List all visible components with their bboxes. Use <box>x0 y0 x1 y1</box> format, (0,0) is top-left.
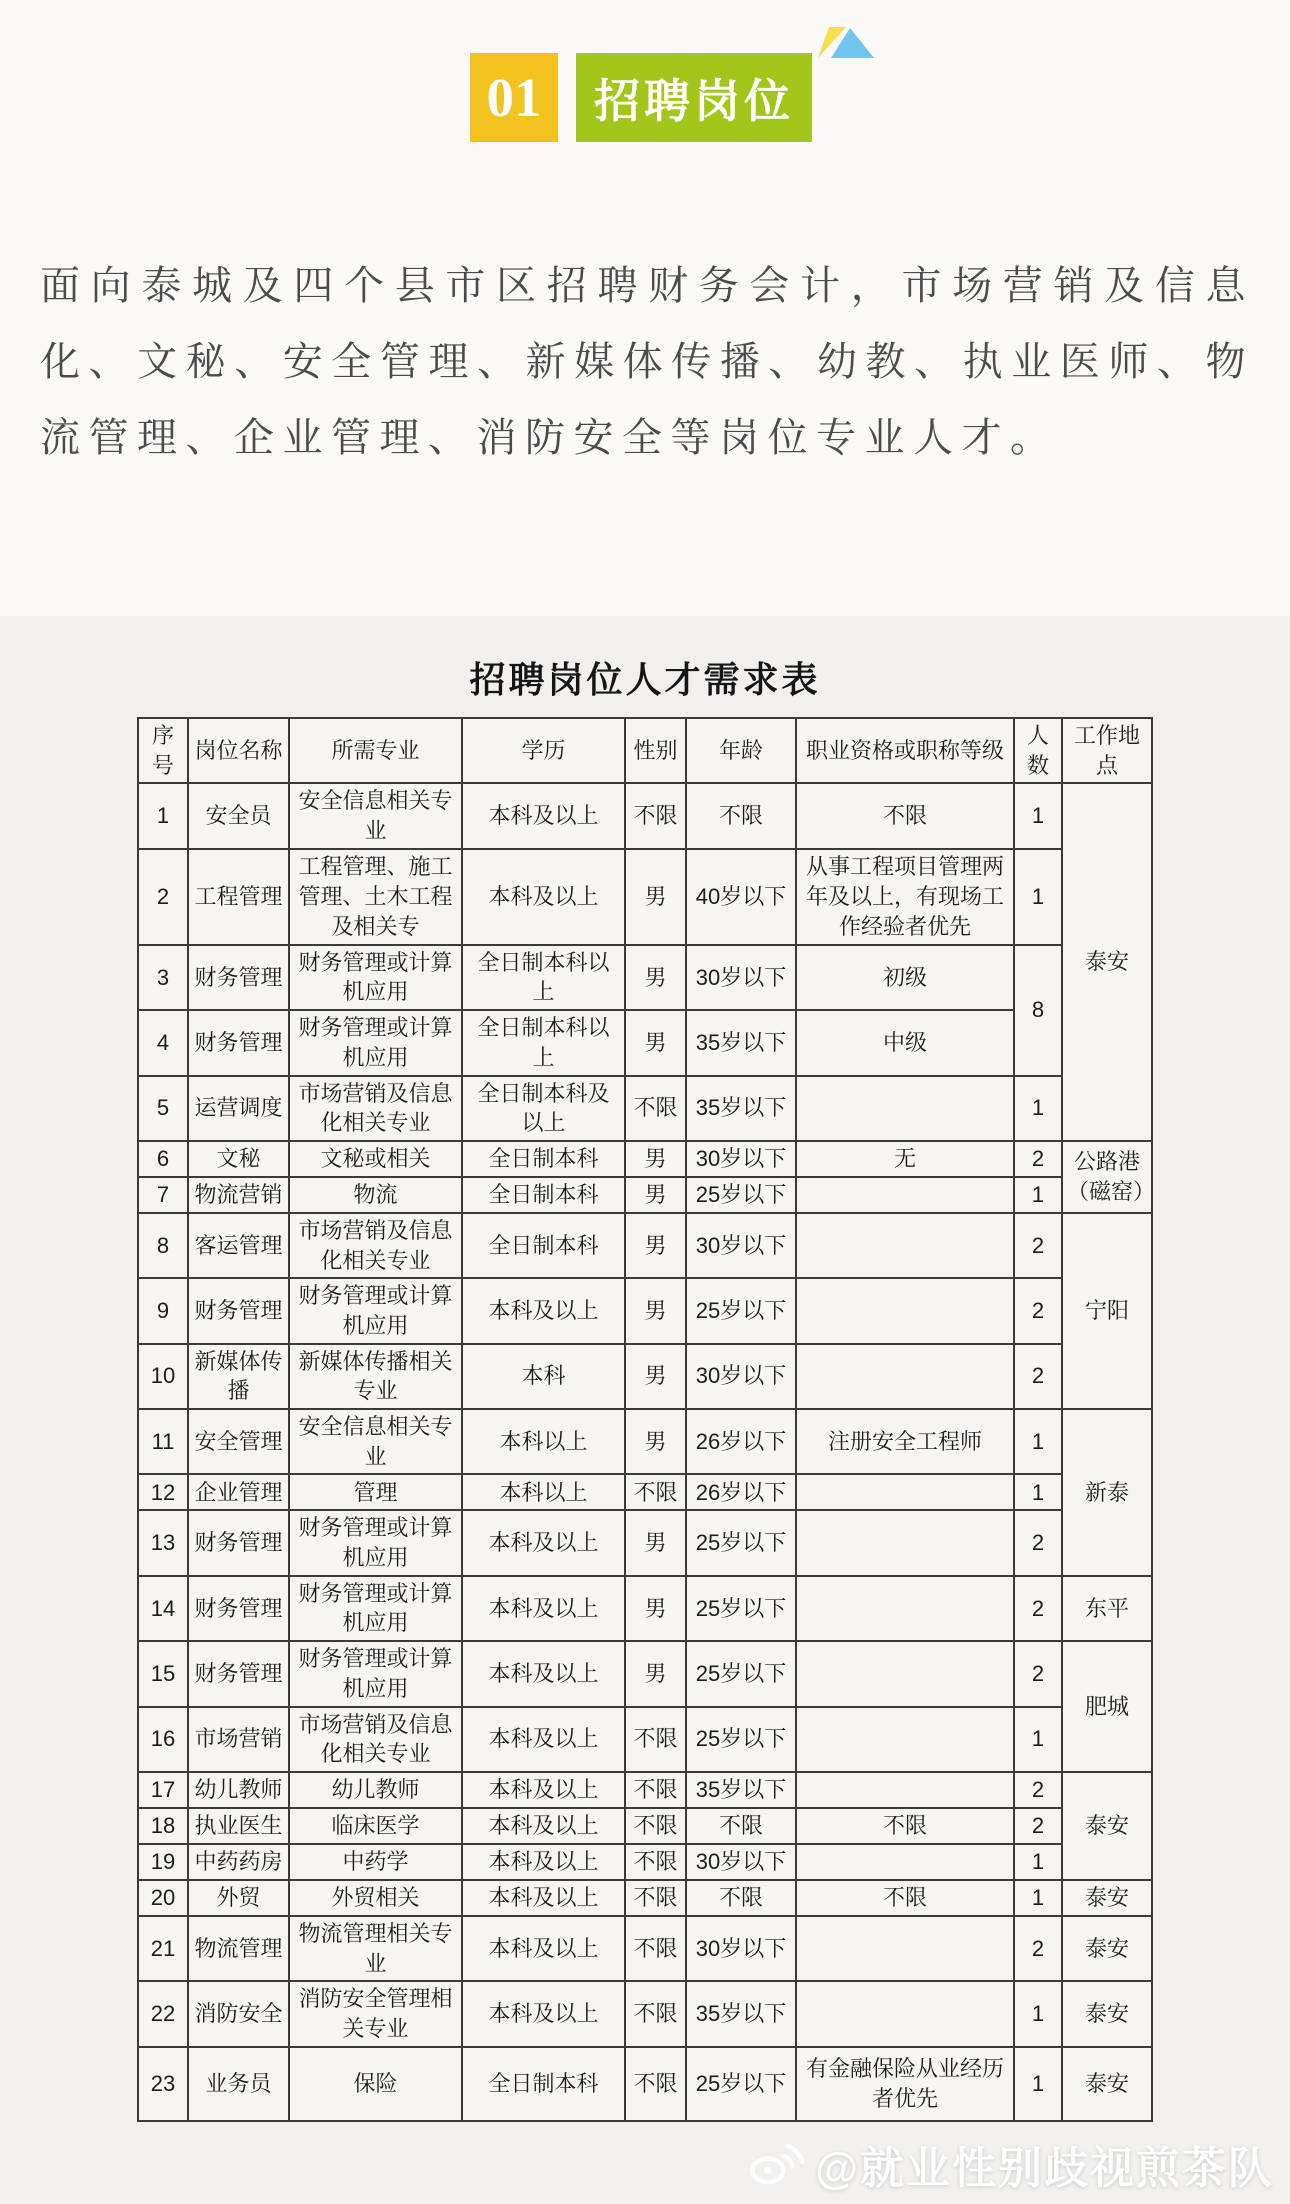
cell-count: 2 <box>1014 1772 1062 1808</box>
cell-count: 1 <box>1014 1707 1062 1772</box>
cell-position: 新媒体传播 <box>188 1344 289 1409</box>
cell-position: 安全管理 <box>188 1409 289 1474</box>
cell-age: 35岁以下 <box>686 1076 796 1141</box>
cell-gender: 不限 <box>625 1981 686 2046</box>
cell-count: 2 <box>1014 1641 1062 1706</box>
cell-count: 1 <box>1014 1076 1062 1141</box>
cell-position: 物流营销 <box>188 1177 289 1213</box>
cell-position: 财务管理 <box>188 1641 289 1706</box>
watermark <box>747 2132 1274 2196</box>
table-row <box>138 1474 1152 1510</box>
header-location: 工作地点 <box>1062 718 1152 783</box>
cell-no: 6 <box>138 1141 188 1177</box>
cell-age: 35岁以下 <box>686 1772 796 1808</box>
cell-gender: 男 <box>625 1641 686 1706</box>
cell-age: 30岁以下 <box>686 1344 796 1409</box>
cell-position: 财务管理 <box>188 945 289 1010</box>
cell-location: 肥城 <box>1062 1641 1152 1772</box>
table-row <box>138 1641 1152 1706</box>
cell-location: 泰安 <box>1062 2047 1152 2121</box>
cell-degree: 本科及以上 <box>462 1844 625 1880</box>
cell-degree: 本科以上 <box>462 1474 625 1510</box>
cell-qualification: 不限 <box>796 1808 1014 1844</box>
cell-major: 管理 <box>289 1474 462 1510</box>
cell-degree: 本科及以上 <box>462 783 625 848</box>
cell-count: 1 <box>1014 1844 1062 1880</box>
cell-degree: 全日制本科 <box>462 1177 625 1213</box>
cell-count: 2 <box>1014 1808 1062 1844</box>
cell-count: 1 <box>1014 1474 1062 1510</box>
cell-degree: 本科及以上 <box>462 1641 625 1706</box>
cell-gender: 男 <box>625 1141 686 1177</box>
cell-position: 企业管理 <box>188 1474 289 1510</box>
cell-no: 22 <box>138 1981 188 2046</box>
cell-qualification <box>796 1076 1014 1141</box>
table-row <box>138 1916 1152 1981</box>
cell-age: 30岁以下 <box>686 1844 796 1880</box>
cell-qualification: 不限 <box>796 783 1014 848</box>
cell-degree: 本科及以上 <box>462 1808 625 1844</box>
cell-gender: 男 <box>625 1576 686 1641</box>
table-row <box>138 783 1152 848</box>
cell-degree: 全日制本科及以上 <box>462 1076 625 1141</box>
cell-no: 1 <box>138 783 188 848</box>
table-row <box>138 1213 1152 1278</box>
cell-major: 文秘或相关 <box>289 1141 462 1177</box>
table-row <box>138 2047 1152 2121</box>
cell-count: 2 <box>1014 1510 1062 1575</box>
cell-no: 23 <box>138 2047 188 2121</box>
cell-position: 外贸 <box>188 1880 289 1916</box>
cell-count: 8 <box>1014 945 1062 1076</box>
cell-no: 8 <box>138 1213 188 1278</box>
cell-degree: 全日制本科 <box>462 1141 625 1177</box>
cell-major: 安全信息相关专业 <box>289 1409 462 1474</box>
intro-paragraph: 面向泰城及四个县市区招聘财务会计，市场营销及信息化、文秘、安全管理、新媒体传播、幼教、执业医师、物流管理、企业管理、消防安全等岗位专业人才。 <box>40 264 1254 460</box>
cell-gender: 男 <box>625 945 686 1010</box>
cell-position: 文秘 <box>188 1141 289 1177</box>
table-row <box>138 1772 1152 1808</box>
cell-qualification <box>796 1772 1014 1808</box>
corner-accent-icon <box>818 27 874 64</box>
cell-position: 客运管理 <box>188 1213 289 1278</box>
cell-age: 26岁以下 <box>686 1409 796 1474</box>
cell-degree: 本科及以上 <box>462 1510 625 1575</box>
requirements-table <box>137 717 1156 2122</box>
cell-qualification <box>796 1177 1014 1213</box>
cell-major: 财务管理或计算机应用 <box>289 1641 462 1706</box>
cell-no: 3 <box>138 945 188 1010</box>
cell-qualification <box>796 1916 1014 1981</box>
cell-qualification: 有金融保险从业经历者优先 <box>796 2047 1014 2121</box>
cell-age: 35岁以下 <box>686 1981 796 2046</box>
cell-major: 幼儿教师 <box>289 1772 462 1808</box>
cell-age: 25岁以下 <box>686 1510 796 1575</box>
section-badge <box>470 53 812 142</box>
cell-location: 东平 <box>1062 1576 1152 1641</box>
cell-qualification <box>796 1707 1014 1772</box>
table-row <box>138 1510 1152 1575</box>
cell-major: 新媒体传播相关专业 <box>289 1344 462 1409</box>
cell-qualification <box>796 1641 1014 1706</box>
table-row <box>138 1177 1152 1213</box>
cell-major: 中药学 <box>289 1844 462 1880</box>
cell-no: 5 <box>138 1076 188 1141</box>
cell-age: 25岁以下 <box>686 1177 796 1213</box>
cell-location: 泰安 <box>1062 1880 1152 1916</box>
table-row <box>138 1409 1152 1474</box>
cell-age: 35岁以下 <box>686 1010 796 1075</box>
cell-major: 安全信息相关专业 <box>289 783 462 848</box>
cell-no: 14 <box>138 1576 188 1641</box>
cell-qualification: 不限 <box>796 1880 1014 1916</box>
cell-degree: 本科及以上 <box>462 1576 625 1641</box>
cell-age: 30岁以下 <box>686 1916 796 1981</box>
cell-gender: 不限 <box>625 783 686 848</box>
cell-location: 泰安 <box>1062 783 1152 1141</box>
cell-degree: 本科及以上 <box>462 1981 625 2046</box>
cell-gender: 男 <box>625 1344 686 1409</box>
cell-position: 幼儿教师 <box>188 1772 289 1808</box>
cell-age: 30岁以下 <box>686 1213 796 1278</box>
cell-position: 财务管理 <box>188 1278 289 1343</box>
cell-no: 12 <box>138 1474 188 1510</box>
cell-age: 25岁以下 <box>686 1576 796 1641</box>
cell-no: 4 <box>138 1010 188 1075</box>
cell-major: 财务管理或计算机应用 <box>289 945 462 1010</box>
table-row <box>138 1707 1152 1772</box>
cell-position: 市场营销 <box>188 1707 289 1772</box>
table-row <box>138 849 1152 945</box>
cell-major: 临床医学 <box>289 1808 462 1844</box>
cell-gender: 不限 <box>625 2047 686 2121</box>
cell-no: 21 <box>138 1916 188 1981</box>
cell-location: 泰安 <box>1062 1772 1152 1880</box>
cell-position: 安全员 <box>188 783 289 848</box>
cell-gender: 男 <box>625 1409 686 1474</box>
cell-gender: 男 <box>625 1010 686 1075</box>
cell-no: 11 <box>138 1409 188 1474</box>
cell-no: 13 <box>138 1510 188 1575</box>
header-age: 年龄 <box>686 718 796 783</box>
cell-major: 市场营销及信息化相关专业 <box>289 1707 462 1772</box>
cell-count: 1 <box>1014 1880 1062 1916</box>
cell-major: 财务管理或计算机应用 <box>289 1576 462 1641</box>
cell-gender: 男 <box>625 1278 686 1343</box>
cell-location: 新泰 <box>1062 1409 1152 1576</box>
cell-age: 不限 <box>686 783 796 848</box>
cell-gender: 不限 <box>625 1916 686 1981</box>
cell-qualification: 中级 <box>796 1010 1014 1075</box>
cell-no: 20 <box>138 1880 188 1916</box>
header-no: 序号 <box>138 718 188 783</box>
header-major: 所需专业 <box>289 718 462 783</box>
cell-no: 2 <box>138 849 188 945</box>
cell-position: 业务员 <box>188 2047 289 2121</box>
cell-gender: 不限 <box>625 1808 686 1844</box>
cell-major: 物流 <box>289 1177 462 1213</box>
cell-no: 10 <box>138 1344 188 1409</box>
cell-count: 2 <box>1014 1278 1062 1343</box>
cell-gender: 不限 <box>625 1880 686 1916</box>
cell-count: 2 <box>1014 1916 1062 1981</box>
table-row <box>138 945 1152 1010</box>
cell-gender: 不限 <box>625 1474 686 1510</box>
cell-count: 1 <box>1014 1177 1062 1213</box>
header-count: 人数 <box>1014 718 1062 783</box>
cell-degree: 全日制本科以上 <box>462 1010 625 1075</box>
cell-no: 9 <box>138 1278 188 1343</box>
table-row <box>138 1880 1152 1916</box>
cell-degree: 本科及以上 <box>462 1880 625 1916</box>
cell-qualification: 注册安全工程师 <box>796 1409 1014 1474</box>
cell-major: 外贸相关 <box>289 1880 462 1916</box>
cell-qualification <box>796 1981 1014 2046</box>
cell-qualification: 从事工程项目管理两年及以上，有现场工作经验者优先 <box>796 849 1014 945</box>
cell-gender: 不限 <box>625 1772 686 1808</box>
cell-position: 工程管理 <box>188 849 289 945</box>
cell-age: 40岁以下 <box>686 849 796 945</box>
cell-qualification <box>796 1278 1014 1343</box>
cell-count: 1 <box>1014 2047 1062 2121</box>
table-row <box>138 1010 1152 1075</box>
cell-no: 18 <box>138 1808 188 1844</box>
cell-degree: 全日制本科 <box>462 1213 625 1278</box>
cell-qualification <box>796 1344 1014 1409</box>
cell-age: 25岁以下 <box>686 2047 796 2121</box>
cell-gender: 不限 <box>625 1707 686 1772</box>
cell-age: 不限 <box>686 1808 796 1844</box>
table-body <box>138 783 1156 2120</box>
scanned-sheet <box>0 616 1290 2204</box>
cell-position: 中药药房 <box>188 1844 289 1880</box>
cell-age: 25岁以下 <box>686 1641 796 1706</box>
cell-major: 财务管理或计算机应用 <box>289 1278 462 1343</box>
cell-major: 工程管理、施工管理、土木工程及相关专 <box>289 849 462 945</box>
cell-qualification <box>796 1510 1014 1575</box>
cell-position: 财务管理 <box>188 1510 289 1575</box>
cell-qualification: 无 <box>796 1141 1014 1177</box>
cell-position: 消防安全 <box>188 1981 289 2046</box>
cell-count: 2 <box>1014 1141 1062 1177</box>
table-row <box>138 1576 1152 1641</box>
table-row <box>138 1076 1152 1141</box>
header-position: 岗位名称 <box>188 718 289 783</box>
cell-count: 1 <box>1014 1409 1062 1474</box>
cell-position: 财务管理 <box>188 1576 289 1641</box>
cell-age: 26岁以下 <box>686 1474 796 1510</box>
cell-degree: 本科及以上 <box>462 1278 625 1343</box>
cell-major: 市场营销及信息化相关专业 <box>289 1213 462 1278</box>
watermark-handle: @就业性别歧视煎茶队 <box>815 2144 1274 2193</box>
cell-degree: 本科及以上 <box>462 1772 625 1808</box>
cell-age: 30岁以下 <box>686 945 796 1010</box>
table-row <box>138 1981 1152 2046</box>
table-row <box>138 1141 1152 1177</box>
cell-gender: 男 <box>625 849 686 945</box>
table-row <box>138 1344 1152 1409</box>
cell-no: 16 <box>138 1707 188 1772</box>
table-row <box>138 1278 1152 1343</box>
cell-major: 物流管理相关专业 <box>289 1916 462 1981</box>
cell-position: 物流管理 <box>188 1916 289 1981</box>
table-header-row <box>138 718 1152 783</box>
cell-gender: 不限 <box>625 1844 686 1880</box>
cell-location: 泰安 <box>1062 1916 1152 1981</box>
cell-degree: 全日制本科 <box>462 2047 625 2121</box>
cell-qualification: 初级 <box>796 945 1014 1010</box>
section-number-badge: 01 <box>470 53 558 142</box>
cell-degree: 本科及以上 <box>462 849 625 945</box>
cell-position: 财务管理 <box>188 1010 289 1075</box>
cell-degree: 本科及以上 <box>462 1707 625 1772</box>
cell-gender: 男 <box>625 1177 686 1213</box>
cell-age: 30岁以下 <box>686 1141 796 1177</box>
cell-count: 1 <box>1014 1981 1062 2046</box>
cell-no: 7 <box>138 1177 188 1213</box>
cell-degree: 本科以上 <box>462 1409 625 1474</box>
cell-gender: 不限 <box>625 1076 686 1141</box>
cell-gender: 男 <box>625 1510 686 1575</box>
cell-count: 2 <box>1014 1213 1062 1278</box>
cell-no: 17 <box>138 1772 188 1808</box>
cell-position: 运营调度 <box>188 1076 289 1141</box>
cell-major: 财务管理或计算机应用 <box>289 1510 462 1575</box>
cell-count: 1 <box>1014 849 1062 945</box>
header-gender: 性别 <box>625 718 686 783</box>
cell-qualification <box>796 1576 1014 1641</box>
cell-degree: 全日制本科以上 <box>462 945 625 1010</box>
table-row <box>138 1808 1152 1844</box>
cell-qualification <box>796 1844 1014 1880</box>
cell-count: 2 <box>1014 1576 1062 1641</box>
cell-major: 财务管理或计算机应用 <box>289 1010 462 1075</box>
header-degree: 学历 <box>462 718 625 783</box>
cell-degree: 本科 <box>462 1344 625 1409</box>
cell-age: 不限 <box>686 1880 796 1916</box>
cell-count: 1 <box>1014 783 1062 848</box>
cell-count: 2 <box>1014 1344 1062 1409</box>
cell-degree: 本科及以上 <box>462 1916 625 1981</box>
cell-age: 25岁以下 <box>686 1278 796 1343</box>
cell-gender: 男 <box>625 1213 686 1278</box>
cell-age: 25岁以下 <box>686 1707 796 1772</box>
section-title-badge: 招聘岗位 <box>576 53 812 142</box>
cell-major: 保险 <box>289 2047 462 2121</box>
table-row <box>138 1844 1152 1880</box>
cell-no: 15 <box>138 1641 188 1706</box>
cell-position: 执业医生 <box>188 1808 289 1844</box>
cell-location: 泰安 <box>1062 1981 1152 2046</box>
cell-major: 市场营销及信息化相关专业 <box>289 1076 462 1141</box>
cell-location: 宁阳 <box>1062 1213 1152 1409</box>
cell-qualification <box>796 1474 1014 1510</box>
cell-location: 公路港（磁窑） <box>1062 1141 1152 1213</box>
cell-qualification <box>796 1213 1014 1278</box>
header-qualification: 职业资格或职称等级 <box>796 718 1014 783</box>
weibo-icon <box>747 2141 805 2187</box>
cell-major: 消防安全管理相关专业 <box>289 1981 462 2046</box>
table-title: 招聘岗位人才需求表 <box>469 659 821 700</box>
cell-no: 19 <box>138 1844 188 1880</box>
